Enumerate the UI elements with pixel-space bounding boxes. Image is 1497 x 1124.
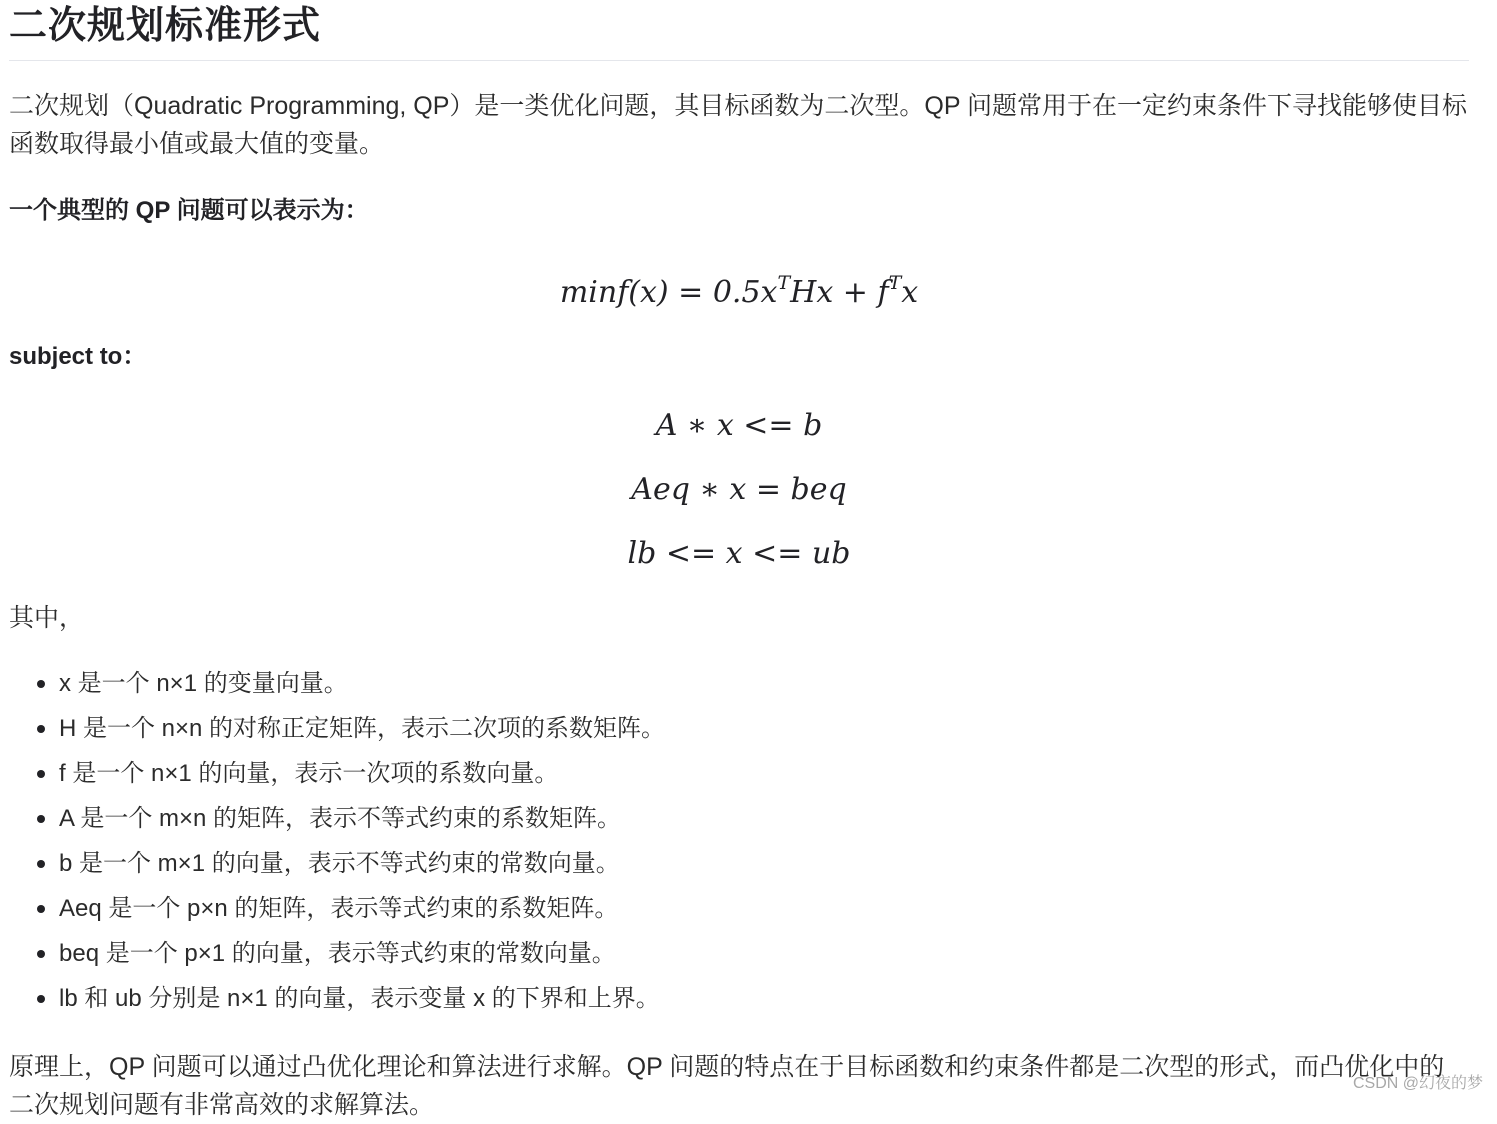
bullet-icon <box>37 815 45 823</box>
conclusion-paragraph: 原理上，QP 问题可以通过凸优化理论和算法进行求解。QP 问题的特点在于目标函数和约束条件都是二次型的形式，而凸优化中的二次规划问题有非常高效的求解算法。 <box>9 1053 1445 1119</box>
list-item: Aeq 是一个 p×n 的矩阵，表示等式约束的系数矩阵。 <box>9 886 1469 931</box>
intro-paragraph: 二次规划（Quadratic Programming, QP）是一类优化问题，其目标函数为二次型。QP 问题常用于在一定约束条件下寻找能够使目标函数取得最小值或最大值的变量。 <box>9 92 1468 158</box>
bullet-icon <box>37 770 45 778</box>
bullet-icon <box>37 950 45 958</box>
objective-lhs: minf(x) = 0.5x <box>559 275 778 310</box>
page-title: 二次规划标准形式 <box>9 5 322 47</box>
constraint-equality: Aeq ∗ x = beq <box>631 472 847 507</box>
list-item: beq 是一个 p×1 的向量，表示等式约束的常数向量。 <box>9 931 1469 976</box>
bullet-icon <box>37 680 45 688</box>
bullet-icon <box>37 860 45 868</box>
bullet-icon <box>37 905 45 913</box>
objective-formula <box>9 259 1469 310</box>
objective-mid: Hx + f <box>790 275 889 310</box>
objective-rhs: x <box>901 275 919 310</box>
objective-sup-1: T <box>777 272 791 294</box>
objective-sup-2: T <box>888 272 902 294</box>
list-item: f 是一个 n×1 的向量，表示一次项的系数向量。 <box>9 751 1469 796</box>
qp-heading: 一个典型的 QP 问题可以表示为： <box>9 197 369 224</box>
definition-list <box>9 661 1469 1021</box>
article-body <box>9 0 1469 1124</box>
title-divider <box>9 60 1469 61</box>
constraint-inequality: A ∗ x <= b <box>655 408 823 443</box>
bullet-icon <box>37 725 45 733</box>
bullet-icon <box>37 995 45 1003</box>
subject-to-label: subject to： <box>9 343 147 370</box>
list-item: H 是一个 n×n 的对称正定矩阵，表示二次项的系数矩阵。 <box>9 706 1469 751</box>
list-item: lb 和 ub 分别是 n×1 的向量，表示变量 x 的下界和上界。 <box>9 976 1469 1021</box>
list-item: A 是一个 m×n 的矩阵，表示不等式约束的系数矩阵。 <box>9 796 1469 841</box>
watermark: CSDN @幻夜的梦 <box>1352 1075 1483 1092</box>
constraint-bounds: lb <= x <= ub <box>627 536 851 571</box>
list-item: x 是一个 n×1 的变量向量。 <box>9 661 1469 706</box>
where-label: 其中， <box>9 604 85 632</box>
list-item: b 是一个 m×1 的向量，表示不等式约束的常数向量。 <box>9 841 1469 886</box>
